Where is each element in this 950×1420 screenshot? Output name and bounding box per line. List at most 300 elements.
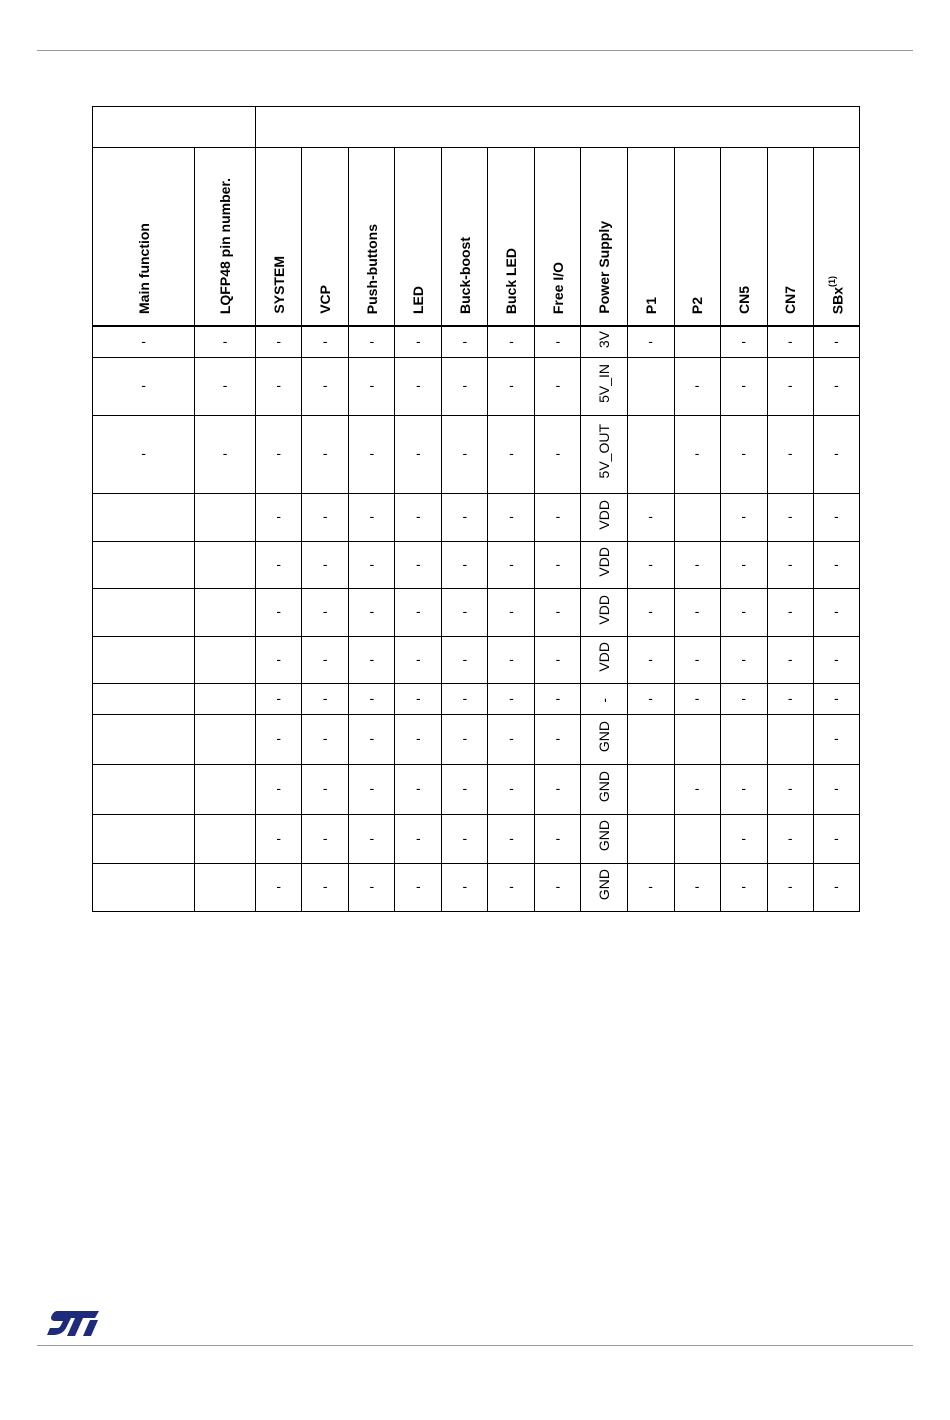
cell-value: -: [555, 829, 561, 846]
table-cell: [442, 636, 488, 683]
power-supply-value: VDD: [596, 594, 612, 625]
cell-value: -: [322, 508, 328, 524]
table-row: [93, 415, 860, 493]
st-logo-icon: [45, 1308, 101, 1338]
table-cell: [674, 683, 720, 714]
table-cell: [535, 357, 581, 415]
cell-value: -: [276, 650, 282, 667]
cell-value: -: [222, 332, 228, 349]
cell-value: -: [509, 689, 514, 706]
table-cell: [195, 714, 256, 764]
cell-value: -: [694, 650, 700, 667]
header-group-right: [256, 107, 860, 148]
table-cell: [349, 588, 395, 636]
cell-value: -: [834, 878, 839, 894]
table-cell: [581, 814, 627, 863]
cell-value: -: [509, 508, 514, 524]
table-row: [93, 764, 860, 814]
table-cell: [195, 814, 256, 863]
table-cell: [395, 764, 442, 814]
table-cell: [535, 764, 581, 814]
cell-value: -: [415, 508, 421, 524]
table-cell: [93, 541, 195, 588]
table-cell: [581, 493, 627, 541]
table-cell: [627, 415, 674, 493]
table-cell: [256, 683, 302, 714]
table-cell: [535, 863, 581, 911]
cell-value: -: [555, 650, 561, 667]
cell-value: -: [369, 829, 375, 846]
cell-value: -: [322, 878, 328, 894]
cell-value: -: [694, 555, 700, 572]
table-cell: [488, 415, 535, 493]
table-cell: [256, 714, 302, 764]
table-cell: [349, 326, 395, 357]
cell-value: -: [141, 445, 146, 461]
cell-value: -: [415, 730, 421, 746]
cell-value: -: [509, 650, 514, 667]
table-cell: [349, 493, 395, 541]
table-cell: [349, 357, 395, 415]
table-cell: [256, 814, 302, 863]
cell-value: -: [694, 603, 700, 619]
cell-value: -: [787, 377, 793, 393]
cell-value: -: [462, 555, 468, 572]
cell-value: -: [415, 780, 421, 796]
table-cell: [442, 863, 488, 911]
table-cell: [674, 541, 720, 588]
cell-value: -: [141, 377, 146, 393]
table-row: [93, 683, 860, 714]
cell-value: -: [509, 730, 514, 746]
table-cell: [195, 588, 256, 636]
cell-value: -: [462, 829, 468, 846]
table-cell: [627, 714, 674, 764]
col-header-vcp: VCP: [302, 148, 349, 327]
cell-value: -: [415, 603, 421, 619]
cell-value: -: [415, 377, 421, 393]
cell-value: -: [787, 878, 793, 894]
table-row: [93, 714, 860, 764]
table-cell: [349, 415, 395, 493]
table-cell: [535, 714, 581, 764]
cell-value: -: [834, 332, 839, 349]
table-cell: [395, 541, 442, 588]
cell-value: -: [741, 650, 746, 667]
table-cell: [442, 357, 488, 415]
cell-value: -: [694, 689, 700, 706]
table-cell: [395, 863, 442, 911]
col-header-cn7: CN7: [767, 148, 813, 327]
table-cell: [442, 814, 488, 863]
cell-value: -: [369, 508, 375, 524]
table-cell: [349, 636, 395, 683]
cell-value: -: [555, 555, 561, 572]
header-row: [93, 148, 860, 327]
table-cell: [395, 326, 442, 357]
table-cell: [813, 357, 859, 415]
table-cell: [813, 683, 859, 714]
table-cell: [674, 588, 720, 636]
table-cell: [720, 493, 767, 541]
power-supply-value: 5V_OUT: [596, 424, 612, 479]
table-cell: [627, 636, 674, 683]
cell-value: -: [509, 780, 514, 796]
power-supply-value: GND: [596, 770, 612, 803]
cell-value: -: [555, 332, 561, 349]
table-cell: [93, 493, 195, 541]
cell-value: -: [555, 878, 561, 894]
cell-value: -: [322, 377, 328, 393]
cell-value: -: [509, 878, 514, 894]
table-cell: [349, 714, 395, 764]
cell-value: -: [787, 780, 793, 796]
table-cell: [627, 683, 674, 714]
power-supply-value: GND: [596, 868, 612, 901]
table-cell: [813, 863, 859, 911]
cell-value: -: [509, 445, 514, 461]
cell-value: -: [648, 689, 653, 706]
table-row: [93, 814, 860, 863]
table-cell: [488, 588, 535, 636]
table-cell: [767, 764, 813, 814]
table-cell: [674, 714, 720, 764]
table-cell: [627, 493, 674, 541]
table-row: [93, 357, 860, 415]
cell-value: -: [276, 878, 282, 894]
table-cell: [488, 863, 535, 911]
cell-value: -: [369, 878, 375, 894]
cell-value: -: [276, 829, 282, 846]
cell-value: -: [276, 730, 282, 746]
table-cell: [627, 588, 674, 636]
table-cell: [767, 357, 813, 415]
cell-value: -: [648, 650, 653, 667]
table-cell: [442, 326, 488, 357]
table-cell: [767, 714, 813, 764]
table-cell: [256, 863, 302, 911]
cell-value: -: [834, 650, 839, 667]
table-cell: [256, 357, 302, 415]
col-header-lqfp48-pin: LQFP48 pin number.: [195, 148, 256, 327]
col-header-system: SYSTEM: [256, 148, 302, 327]
cell-value: -: [462, 650, 468, 667]
power-supply-value: -: [596, 697, 612, 703]
table-cell: [195, 863, 256, 911]
table-cell: [442, 764, 488, 814]
table-cell: [442, 493, 488, 541]
cell-value: -: [276, 377, 282, 393]
cell-value: -: [369, 377, 375, 393]
header-group-left: [93, 107, 256, 148]
table-row: [93, 588, 860, 636]
col-header-push-buttons: Push-buttons: [349, 148, 395, 327]
table-cell: [627, 357, 674, 415]
table-cell: [535, 683, 581, 714]
table-cell: [813, 714, 859, 764]
footer-rule: [37, 1345, 913, 1346]
table-cell: [93, 326, 195, 357]
cell-value: -: [834, 829, 839, 846]
cell-value: -: [276, 508, 282, 524]
cell-value: -: [322, 829, 328, 846]
cell-value: -: [369, 603, 375, 619]
cell-value: -: [694, 377, 700, 393]
table-cell: [767, 683, 813, 714]
cell-value: -: [741, 878, 746, 894]
cell-value: -: [322, 780, 328, 796]
power-supply-value: GND: [596, 720, 612, 753]
sbx-label: SBx: [829, 286, 846, 314]
cell-value: -: [369, 780, 375, 796]
cell-value: -: [787, 689, 793, 706]
table-cell: [674, 415, 720, 493]
table-cell: [674, 764, 720, 814]
cell-value: -: [276, 445, 282, 461]
cell-value: -: [509, 603, 514, 619]
table-cell: [720, 326, 767, 357]
table-cell: [767, 493, 813, 541]
power-supply-value: GND: [596, 820, 612, 852]
pin-assignment-table: [92, 106, 860, 912]
cell-value: -: [741, 377, 746, 393]
table-cell: [395, 588, 442, 636]
table-cell: [535, 636, 581, 683]
table-cell: [581, 863, 627, 911]
power-supply-value: VDD: [596, 547, 612, 577]
table-row: [93, 493, 860, 541]
col-header-led: LED: [395, 148, 442, 327]
table-cell: [195, 357, 256, 415]
cell-value: -: [648, 332, 653, 349]
table-cell: [93, 415, 195, 493]
table-cell: [195, 415, 256, 493]
cell-value: -: [741, 508, 746, 524]
table-cell: [720, 357, 767, 415]
cell-value: -: [415, 829, 421, 846]
table-cell: [302, 714, 349, 764]
cell-value: -: [834, 555, 839, 572]
table-cell: [720, 714, 767, 764]
cell-value: -: [322, 689, 328, 706]
table-cell: [674, 326, 720, 357]
table-cell: [813, 541, 859, 588]
table-cell: [627, 863, 674, 911]
cell-value: -: [369, 445, 375, 461]
table-cell: [395, 636, 442, 683]
table-cell: [302, 493, 349, 541]
col-header-cn5: CN5: [720, 148, 767, 327]
table-cell: [256, 541, 302, 588]
cell-value: -: [787, 445, 793, 461]
cell-value: -: [741, 555, 746, 572]
table-cell: [302, 814, 349, 863]
cell-value: -: [787, 603, 793, 619]
cell-value: -: [415, 878, 421, 894]
table-row: [93, 326, 860, 357]
cell-value: -: [415, 650, 421, 667]
cell-value: -: [369, 650, 375, 667]
table-cell: [767, 636, 813, 683]
table-cell: [581, 683, 627, 714]
table-cell: [442, 683, 488, 714]
table-cell: [302, 588, 349, 636]
table-cell: [256, 326, 302, 357]
table-cell: [581, 415, 627, 493]
table-cell: [256, 636, 302, 683]
power-supply-value: 3V: [596, 330, 612, 348]
table-cell: [195, 493, 256, 541]
cell-value: -: [555, 508, 561, 524]
power-supply-value: VDD: [596, 499, 612, 530]
table-cell: [442, 714, 488, 764]
cell-value: -: [369, 689, 375, 706]
cell-value: -: [787, 829, 793, 846]
table-cell: [813, 814, 859, 863]
table-cell: [488, 683, 535, 714]
cell-value: -: [834, 730, 839, 746]
table-cell: [349, 541, 395, 588]
table-cell: [720, 683, 767, 714]
cell-value: -: [322, 445, 328, 461]
cell-value: -: [509, 555, 514, 572]
col-header-buck-led: Buck LED: [488, 148, 535, 327]
table-cell: [720, 764, 767, 814]
table-cell: [488, 814, 535, 863]
table-cell: [720, 636, 767, 683]
table-cell: [813, 764, 859, 814]
table-cell: [93, 863, 195, 911]
cell-value: -: [555, 603, 561, 619]
table-cell: [767, 863, 813, 911]
table-cell: [302, 326, 349, 357]
table-cell: [302, 541, 349, 588]
table-cell: [395, 493, 442, 541]
table-cell: [395, 714, 442, 764]
cell-value: -: [369, 730, 375, 746]
table-cell: [767, 588, 813, 636]
table-cell: [720, 863, 767, 911]
cell-value: -: [694, 445, 700, 461]
table-cell: [395, 357, 442, 415]
cell-value: -: [322, 650, 328, 667]
cell-value: -: [462, 377, 468, 393]
table-cell: [395, 814, 442, 863]
table-cell: [93, 714, 195, 764]
table-cell: [767, 541, 813, 588]
cell-value: -: [741, 445, 746, 461]
table-cell: [302, 764, 349, 814]
table-cell: [195, 541, 256, 588]
cell-value: -: [276, 603, 282, 619]
cell-value: -: [462, 730, 468, 746]
table-cell: [535, 326, 581, 357]
cell-value: -: [834, 603, 839, 619]
cell-value: -: [141, 332, 146, 349]
cell-value: -: [276, 555, 282, 572]
table-cell: [535, 415, 581, 493]
table-cell: [581, 636, 627, 683]
table-cell: [395, 415, 442, 493]
table-cell: [720, 415, 767, 493]
table-cell: [627, 764, 674, 814]
table-cell: [302, 415, 349, 493]
cell-value: -: [415, 445, 421, 461]
table-cell: [488, 714, 535, 764]
col-header-power-supply: Power Supply: [581, 148, 627, 327]
cell-value: -: [462, 508, 468, 524]
cell-value: -: [741, 829, 746, 846]
table-cell: [302, 636, 349, 683]
header-group-row: [93, 107, 860, 148]
table-cell: [627, 541, 674, 588]
cell-value: -: [322, 730, 328, 746]
table-cell: [813, 415, 859, 493]
cell-value: -: [834, 508, 839, 524]
col-header-buck-boost: Buck-boost: [442, 148, 488, 327]
cell-value: -: [509, 829, 514, 846]
table-cell: [581, 326, 627, 357]
cell-value: -: [462, 445, 468, 461]
cell-value: -: [787, 555, 793, 572]
cell-value: -: [462, 878, 468, 894]
table-cell: [767, 415, 813, 493]
footnote-ref: (1): [827, 275, 838, 287]
table-cell: [93, 588, 195, 636]
table-cell: [349, 683, 395, 714]
col-header-sbx: [813, 148, 859, 327]
table-cell: [767, 326, 813, 357]
table-cell: [627, 814, 674, 863]
table-cell: [195, 683, 256, 714]
cell-value: -: [694, 878, 700, 894]
cell-value: -: [834, 780, 839, 796]
cell-value: -: [555, 689, 561, 706]
table-cell: [442, 541, 488, 588]
cell-value: -: [834, 689, 839, 706]
table-cell: [581, 588, 627, 636]
cell-value: -: [648, 508, 653, 524]
cell-value: -: [741, 780, 746, 796]
cell-value: -: [322, 603, 328, 619]
table-cell: [674, 814, 720, 863]
table-cell: [720, 541, 767, 588]
cell-value: -: [276, 332, 282, 349]
cell-value: -: [222, 377, 228, 393]
cell-value: -: [462, 332, 468, 349]
table-cell: [256, 493, 302, 541]
cell-value: -: [322, 555, 328, 572]
table-cell: [256, 588, 302, 636]
table-cell: [349, 764, 395, 814]
cell-value: -: [648, 603, 653, 619]
cell-value: -: [415, 332, 421, 349]
col-header-p1: P1: [627, 148, 674, 327]
cell-value: -: [741, 689, 746, 706]
cell-value: -: [415, 689, 421, 706]
table-cell: [674, 636, 720, 683]
cell-value: -: [741, 603, 746, 619]
table-cell: [93, 636, 195, 683]
col-header-main-function: Main function: [93, 148, 195, 327]
table-cell: [813, 326, 859, 357]
cell-value: -: [787, 508, 793, 524]
cell-value: -: [555, 780, 561, 796]
table-cell: [442, 588, 488, 636]
table-cell: [488, 541, 535, 588]
cell-value: -: [462, 780, 468, 796]
table-cell: [302, 863, 349, 911]
